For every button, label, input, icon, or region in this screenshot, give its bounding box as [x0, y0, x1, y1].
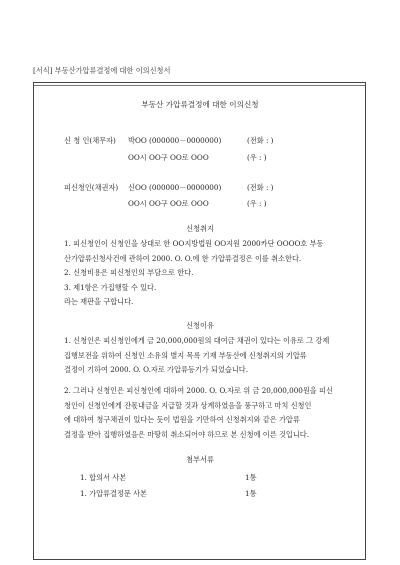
reason-line: 결정이 기하여 2000. O. O.자로 가압류등기가 되었습니다. [64, 365, 249, 375]
purpose-line: 2. 신청비용은 피신청인의 부담으로 한다. [64, 268, 194, 278]
purpose-paragraph [64, 237, 324, 310]
applicant-zip: (우 : ) [247, 153, 267, 162]
respondent-address: OO시 OO구 OO로 OOO [128, 199, 209, 208]
attachment-label: 1. 가압류결정문 사본 [80, 489, 147, 498]
applicant-address: OO시 OO구 OO로 OOO [128, 153, 209, 162]
attachment-count: 1통 [245, 489, 257, 498]
applicant-phone: (전화 : ) [247, 136, 274, 145]
purpose-line: 1. 피신청인이 신청인을 상대로 한 OO지방법원 OO지원 2000카단 OOOO호 부동 [64, 239, 324, 248]
reasons-paragraph-2 [64, 384, 333, 442]
document-title: 부동산 가압류결정에 대한 이의신청 [141, 100, 259, 109]
reason-line: 2. 그러나 신청인은 피신청인에 대하여 2000. O. O.자로 위 금 20,000,000원을 피신 [64, 386, 333, 395]
reasons-heading: 신청이유 [186, 321, 214, 330]
reasons-paragraph-1 [64, 334, 329, 378]
attachment-label: 1. 합의서 사본 [80, 473, 127, 482]
purpose-heading: 신청취지 [186, 224, 214, 233]
applicant-label: 신 청 인(채무자) [64, 136, 116, 145]
attachment-count: 1통 [245, 473, 257, 482]
form-header: [서식] 부동산가압류결정에 대한 이의신청서 [33, 66, 171, 75]
frame-inner-line [34, 85, 365, 86]
reason-line: 에 대하여 청구채권이 있다는 듯이 법원을 기만하여 신청취지와 같은 가압류 [64, 415, 300, 425]
respondent-label: 피신청인(채권자) [64, 183, 119, 192]
attachments-heading: 첨부서류 [186, 455, 214, 464]
respondent-phone: (전화 : ) [247, 183, 274, 192]
reason-line: 1. 신청인은 피신청인에게 금 20,000,000원의 대여금 채권이 있다는 이유로 그 강제 [64, 336, 330, 345]
purpose-line: 라는 재판을 구합니다. [64, 297, 134, 307]
purpose-line: 3. 제1항은 가집행할 수 있다. [64, 282, 157, 292]
respondent-zip: (우 : ) [247, 199, 267, 208]
reason-line: 청인이 신청인에게 잔몫내금을 지급할 것과 상계하였음을 풍구하고 마치 신청인 [64, 400, 312, 410]
reason-line: 집행보전을 위하여 신청인 소유의 별지 목록 기재 부동산에 신청취지의 기압류 [64, 350, 307, 360]
purpose-line: 산가압류신청사건에 관하여 2000. O. O.에 한 가압류결정은 이를 취소한다. [64, 253, 302, 263]
respondent-name-id: 신OO (000000－0000000) [128, 183, 222, 192]
reason-line: 결정을 받아 집행하였음은 마땅히 취소되어야 하므로 본 신청에 이른 것입니다. [64, 429, 310, 439]
applicant-name-id: 박OO (000000－0000000) [128, 136, 222, 145]
